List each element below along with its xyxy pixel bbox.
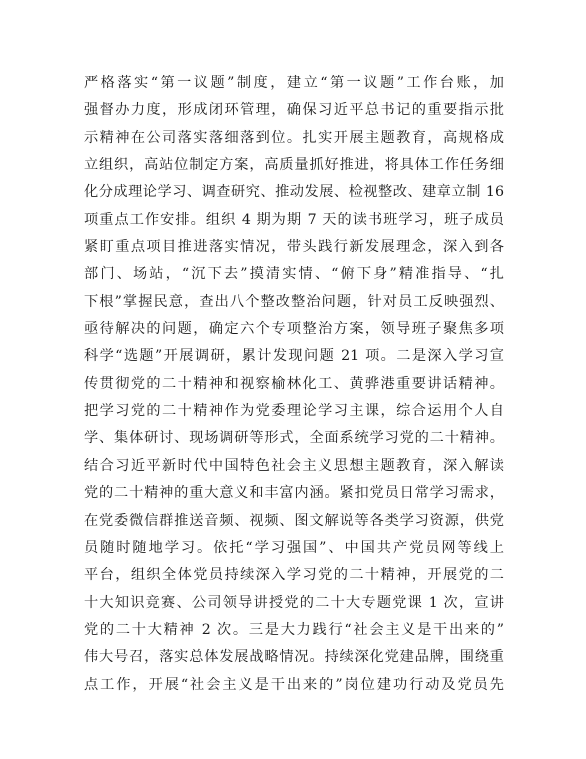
text-line: 强督办力度，形成闭环管理，确保习近平总书记的重要指示批 bbox=[84, 102, 504, 119]
text-line: 党的二十精神的重大意义和丰富内涵。紧扣党员日常学习需求， bbox=[84, 485, 504, 502]
text-line: 严格落实“第一议题”制度，建立“第一议题”工作台账，加 bbox=[84, 75, 504, 91]
text-line: 十大知识竞赛、公司领导讲授党的二十大专题党课 1 次，宣讲 bbox=[84, 594, 504, 611]
text-line: 平台，组织全体党员持续深入学习党的二十精神，开展党的二 bbox=[84, 567, 504, 584]
text-line: 立组织，高站位制定方案，高质量抓好推进，将具体工作任务细 bbox=[84, 157, 504, 174]
text-line: 学、集体研讨、现场调研等形式，全面系统学习党的二十精神。 bbox=[84, 430, 504, 447]
text-line: 点工作，开展“社会主义是干出来的”岗位建功行动及党员先 bbox=[84, 676, 504, 693]
body-text bbox=[84, 70, 504, 699]
text-line: 科学“选题”开展调研，累计发现问题 21 项。二是深入学习宣 bbox=[84, 348, 504, 365]
text-line: 紧盯重点项目推进落实情况，带头践行新发展理念，深入到各 bbox=[84, 239, 504, 256]
text-line: 伟大号召，落实总体发展战略情况。持续深化党建品牌，围绕重 bbox=[84, 649, 504, 666]
text-line: 亟待解决的问题，确定六个专项整治方案，领导班子聚焦多项 bbox=[84, 321, 504, 338]
text-line: 党的二十大精神 2 次。三是大力践行“社会主义是干出来的” bbox=[84, 621, 504, 638]
text-line: 示精神在公司落实落细落到位。扎实开展主题教育，高规格成 bbox=[84, 129, 504, 146]
text-line: 部门、场站，“沉下去”摸清实情、“俯下身”精准指导、“扎 bbox=[84, 266, 504, 283]
text-line: 员随时随地学习。依托“学习强国”、中国共产党员网等线上 bbox=[84, 539, 504, 556]
text-line: 传贯彻党的二十精神和视察榆林化工、黄骅港重要讲话精神。 bbox=[84, 375, 504, 392]
text-line: 在党委微信群推送音频、视频、图文解说等各类学习资源，供党 bbox=[84, 512, 504, 529]
text-line: 项重点工作安排。组织 4 期为期 7 天的读书班学习，班子成员 bbox=[84, 211, 504, 228]
text-line: 化分成理论学习、调查研究、推动发展、检视整改、建章立制 16 bbox=[84, 184, 504, 201]
text-line: 把学习党的二十精神作为党委理论学习主课，综合运用个人自 bbox=[84, 403, 504, 420]
text-line: 下根”掌握民意，查出八个整改整治问题，针对员工反映强烈、 bbox=[84, 293, 504, 310]
text-line: 结合习近平新时代中国特色社会主义思想主题教育，深入解读 bbox=[84, 457, 504, 474]
